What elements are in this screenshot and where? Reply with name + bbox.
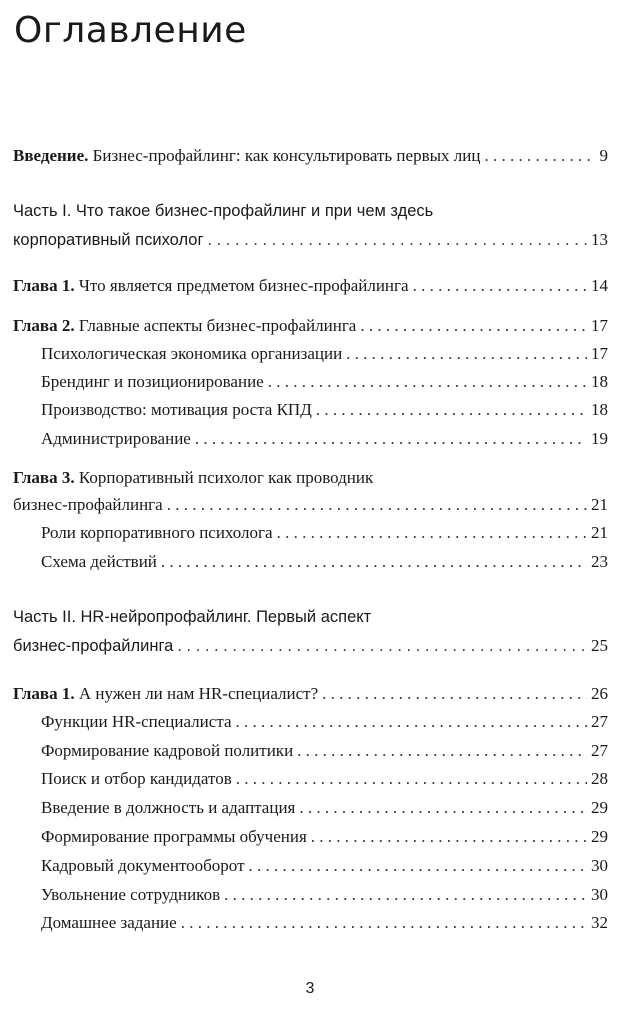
toc-section[interactable] [41, 855, 608, 877]
toc-entry-text: Введение в должность и адаптация [41, 798, 296, 817]
toc-section[interactable] [41, 884, 608, 906]
toc-entry-text: Поиск и отбор кандидатов [41, 769, 232, 788]
toc-section[interactable] [41, 711, 608, 733]
toc-entry-text: Домашнее задание [41, 913, 177, 932]
dot-leader [207, 229, 587, 251]
toc-section[interactable] [41, 343, 608, 365]
toc-entry-lead: Глава 2. [13, 316, 75, 335]
toc-entry-lead: Глава 1. [13, 276, 75, 295]
toc-part-2-line2[interactable] [13, 635, 608, 657]
toc-chapter-3-line2[interactable] [13, 494, 608, 516]
toc-page-number: 29 [591, 798, 608, 817]
toc-page-number: 26 [591, 684, 608, 703]
toc-page-number: 21 [591, 523, 608, 542]
toc-page-number: 29 [591, 827, 608, 846]
dot-leader [249, 855, 587, 877]
toc-entry-text: Формирование кадровой политики [41, 741, 294, 760]
toc-page-number: 17 [591, 316, 608, 335]
toc-entry-text: Кадровый документооборот [41, 856, 245, 875]
toc-entry-text: Брендинг и позиционирование [41, 372, 264, 391]
toc-section[interactable] [41, 768, 608, 790]
toc-part2-chapter-1[interactable] [13, 683, 608, 705]
toc-page-number: 18 [591, 372, 608, 391]
toc-entry-text: Администрирование [41, 429, 191, 448]
toc-section[interactable] [41, 740, 608, 762]
toc-page-number: 18 [591, 400, 608, 419]
dot-leader [181, 912, 587, 934]
page-number: 3 [305, 980, 315, 997]
dot-leader [322, 683, 587, 705]
dot-leader [236, 711, 588, 733]
toc-page-number: 27 [591, 741, 608, 760]
toc-section[interactable] [41, 912, 608, 934]
toc-section[interactable] [41, 371, 608, 393]
toc-chapter-1[interactable] [13, 275, 608, 297]
toc-section[interactable] [41, 551, 608, 573]
toc-page-number: 17 [591, 344, 608, 363]
toc-page-number: 25 [591, 636, 608, 655]
dot-leader [360, 315, 587, 337]
dot-leader [311, 826, 587, 848]
toc-section[interactable] [41, 797, 608, 819]
toc-page-number: 30 [591, 885, 608, 904]
toc-entry-text: Психологическая экономика организации [41, 344, 343, 363]
toc-entry-lead: Введение. [13, 146, 89, 165]
dot-leader [346, 343, 587, 365]
toc-page-number: 30 [591, 856, 608, 875]
dot-leader [167, 494, 587, 516]
toc-entry-text: А нужен ли нам HR-специалист? [78, 684, 319, 703]
dot-leader [316, 399, 587, 421]
toc-section[interactable] [41, 428, 608, 450]
toc-entry-text: Бизнес-профайлинг: как консультировать первых лиц [92, 146, 481, 165]
toc-page-number: 28 [591, 769, 608, 788]
dot-leader [195, 428, 587, 450]
dot-leader [277, 522, 587, 544]
toc-entry-text: Корпоративный психолог как проводник [78, 468, 374, 487]
toc-entry-text: Схема действий [41, 552, 157, 571]
toc-part-title: Часть I. Что такое бизнес-профайлинг и при чем здесь [13, 202, 434, 220]
dot-leader [268, 371, 587, 393]
toc-section[interactable] [41, 399, 608, 421]
toc-entry-text: Функции HR-специалиста [41, 712, 232, 731]
toc-entry-text: бизнес-профайлинга [13, 495, 163, 514]
toc-page-number: 9 [599, 146, 608, 165]
toc-chapter-3-line1[interactable] [13, 467, 608, 489]
toc-section[interactable] [41, 522, 608, 544]
toc-entry-text: Формирование программы обучения [41, 827, 307, 846]
toc-part-title: корпоративный психолог [13, 231, 204, 249]
toc-entry-text: Производство: мотивация роста КПД [41, 400, 312, 419]
page-title: Оглавление [14, 10, 247, 51]
toc-entry-lead: Глава 3. [13, 468, 75, 487]
toc-part-title: Часть II. HR-нейропрофайлинг. Первый аспект [13, 608, 372, 626]
toc-entry-text: Роли корпоративного психолога [41, 523, 273, 542]
toc-entry-lead: Глава 1. [13, 684, 75, 703]
dot-leader [177, 635, 587, 657]
toc-entry-text: Что является предметом бизнес-профайлинга [78, 276, 409, 295]
dot-leader [224, 884, 587, 906]
toc-page-number: 27 [591, 712, 608, 731]
toc-chapter-2[interactable] [13, 315, 608, 337]
dot-leader [484, 145, 590, 167]
toc-entry-introduction[interactable] [13, 145, 608, 167]
toc-section[interactable] [41, 826, 608, 848]
dot-leader [161, 551, 587, 573]
dot-leader [236, 768, 587, 790]
toc-part-1-line2[interactable] [13, 229, 608, 251]
toc-page-number: 23 [591, 552, 608, 571]
toc-entry-text: Главные аспекты бизнес-профайлинга [78, 316, 357, 335]
toc-page-number: 14 [591, 276, 608, 295]
toc-page-number: 32 [591, 913, 608, 932]
toc-entry-text: Увольнение сотрудников [41, 885, 221, 904]
toc-part-title: бизнес-профайлинга [13, 637, 174, 655]
dot-leader [297, 740, 587, 762]
toc-part-1-line1[interactable] [13, 200, 608, 222]
toc-page-number: 19 [591, 429, 608, 448]
dot-leader [299, 797, 587, 819]
toc-part-2-line1[interactable] [13, 606, 608, 628]
toc-page-number: 13 [591, 230, 608, 249]
toc-page-number: 21 [591, 495, 608, 514]
dot-leader [413, 275, 587, 297]
